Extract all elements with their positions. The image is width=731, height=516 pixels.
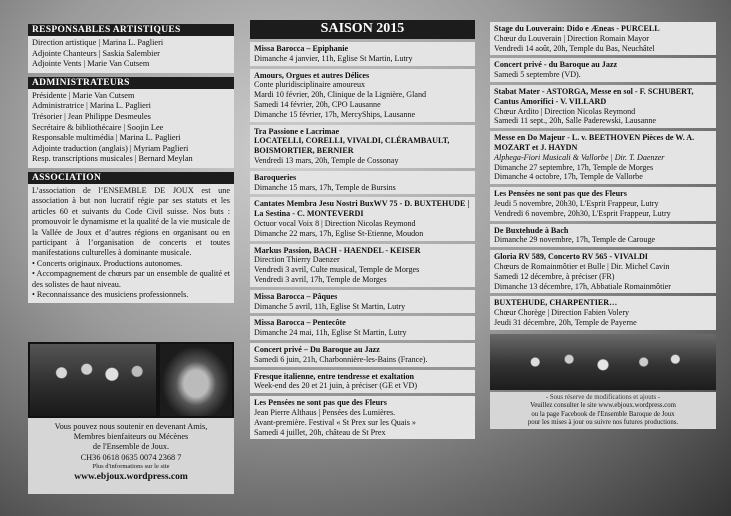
event-detail: Mardi 10 février, 20h, Clinique de la Lignière, Gland (254, 90, 427, 100)
event-title: De Buxtehude à Bach (494, 225, 569, 235)
support-box (28, 418, 234, 494)
association-box (28, 184, 234, 303)
admin-line: Présidente | Marie Van Cutsem (32, 90, 135, 100)
event-detail: Dimanche 27 septembre, 17h, Temple de Morges (494, 162, 654, 172)
event-detail: Octuor vocal Voix 8 | Direction Nicolas Reymond (254, 218, 416, 228)
left-column (28, 0, 234, 303)
event-detail: Jeudi 5 novembre, 20h30, L'Esprit Frappeur, Lutry (494, 198, 659, 208)
footer-note: - Sous réserve de modifications et ajouts - (545, 393, 661, 401)
event-detail: Dimanche 4 octobre, 17h, Temple de Vallorbe (494, 172, 643, 182)
event-detail: Dimanche 13 décembre, 17h, Abbatiale Romainmôtier (494, 281, 671, 291)
event-item (250, 171, 475, 195)
event-item (490, 22, 716, 55)
event-detail: Samedi 5 septembre (VD). (494, 70, 581, 80)
event-detail: Dimanche 15 février, 17h, MercyShips, Lausanne (254, 109, 416, 119)
event-item (250, 316, 475, 340)
event-title: Les Pensées ne sont pas que des Fleurs (254, 398, 387, 408)
event-detail: Avant-première. Festival « St Prex sur les Quais » (254, 417, 416, 427)
musician-photo (160, 344, 232, 416)
event-item (490, 296, 716, 329)
event-title: Amours, Orgues et autres Délices (254, 70, 370, 80)
event-detail: Dimanche 4 janvier, 11h, Eglise St Martin, Lutry (254, 53, 413, 63)
event-item (490, 250, 716, 293)
event-detail: Vendredi 6 novembre, 20h30, L'Esprit Frappeur, Lutry (494, 208, 671, 218)
event-detail: Alphega-Fiori Musicali & Vallorbe | Dir. T. Daenzer (494, 152, 665, 162)
event-item (250, 197, 475, 240)
support-line: Membres bienfaiteurs ou Mécènes (73, 432, 189, 442)
event-detail: Vendredi 3 avril, 17h, Temple de Morges (254, 274, 387, 284)
association-text: L’association de l’ENSEMBLE DE JOUX est une association à but non lucratif régie par ses statuts et les articles 60 et suivants du Code Civil suisse. Nos buts : promouvoir le dynamisme et la qualité de la vie musicale de la Vallée de Joux et d’autres régions en organisant ou en participant à l’organisation de concerts et toutes manifestations culturelles à dominante musicale. (32, 185, 230, 258)
event-title: BUXTEHUDE, CHARPENTIER… (494, 298, 618, 308)
support-line: Vous pouvez nous soutenir en devenant Amis, (54, 422, 208, 431)
admin-line: Adjointe traduction (anglais) | Myriam Paglieri (32, 143, 189, 153)
association-bullet: • Reconnaissance des musiciens professionnels. (32, 290, 189, 299)
right-column (490, 0, 716, 429)
event-detail: Chœur Ardito | Direction Nicolas Reymond (494, 106, 636, 116)
event-title: Stage du Louverain: Dido e Æneas - PURCELL (494, 24, 660, 33)
website-link[interactable]: www.ebjoux.wordpress.com (74, 471, 188, 482)
event-title: Markus Passion, BACH - HAENDEL - KEISER (254, 245, 421, 255)
event-detail: Vendredi 14 août, 20h, Temple du Bas, Neuchâtel (494, 43, 655, 53)
event-detail: Week-end des 20 et 21 juin, à préciser (GE et VD) (254, 381, 418, 391)
season-title: SAISON 2015 (250, 20, 475, 39)
event-title: Cantates Membra Jesu Nostri BuxWV 75 - D. BUXTEHUDE | La Sestina - C. MONTEVERDI (254, 199, 470, 219)
orchestra-photo (490, 334, 716, 390)
event-detail: Vendredi 13 mars, 20h, Temple de Cossonay (254, 155, 399, 165)
middle-column (250, 0, 475, 439)
artistic-heading: RESPONSABLES ARTISTIQUES (28, 24, 234, 36)
event-title: Fresque italienne, entre tendresse et exaltation (254, 371, 415, 381)
footer-box (490, 392, 716, 430)
event-title: Gloria RV 589, Concerto RV 565 - VIVALDI (494, 252, 648, 262)
admin-line: Administratrice | Marina L. Paglieri (32, 101, 151, 111)
association-heading: ASSOCIATION (28, 172, 234, 184)
event-title: Missa Barocca – Pentecôte (254, 318, 346, 328)
admin-line: Secrétaire & bibliothécaire | Soojin Lee (32, 122, 164, 132)
event-title: Baroqueries (254, 172, 297, 182)
support-line: de l'Ensemble de Joux. (92, 442, 170, 452)
admin-line: Trésorier | Jean Philippe Desmeules (32, 111, 151, 121)
event-detail: Samedi 12 décembre, à préciser (FR) (494, 271, 615, 281)
admin-heading: ADMINISTRATEURS (28, 77, 234, 89)
event-detail: Dimanche 5 avril, 11h, Eglise St Martin, Lutry (254, 301, 406, 311)
event-detail: Jean Pierre Althaus | Pensées des Lumières. (254, 407, 396, 417)
artistic-line: Direction artistique | Marina L. Paglieri (32, 38, 164, 47)
event-title: Les Pensées ne sont pas que des Fleurs (494, 189, 627, 199)
admin-line: Responsable multimédia | Marina L. Paglieri (32, 133, 181, 143)
footer-line: pour les mises à jour ou suivre nos futures productions. (527, 418, 679, 426)
ensemble-photo (30, 344, 156, 416)
event-item (490, 131, 716, 184)
event-title: Concert privé – Du Baroque au Jazz (254, 344, 380, 354)
event-detail: Vendredi 3 avril, Culte musical, Temple de Morges (254, 265, 420, 275)
event-detail: Chœurs de Romainmôtier et Bulle | Dir. Michel Cavin (494, 261, 670, 271)
event-item (490, 187, 716, 220)
association-bullet: • Concerts originaux. Productions autonomes. (32, 258, 183, 268)
event-detail: Dimanche 29 novembre, 17h, Temple de Carouge (494, 235, 656, 245)
association-bullet: • Accompagnement de chœurs par un ensemble de qualité et des solistes de haut niveau. (32, 269, 230, 289)
event-item (250, 370, 475, 394)
event-detail: Chœur du Louverain | Direction Romain Mayor (494, 33, 649, 43)
event-title: Missa Barocca – Epiphanie (254, 44, 349, 53)
event-detail: Dimanche 15 mars, 17h, Temple de Bursins (254, 182, 396, 192)
footer-line: ou la page Facebook de l'Ensemble Baroque de Joux (531, 410, 675, 418)
event-detail: Dimanche 22 mars, 17h, Eglise St-Etienne, Moudon (254, 228, 424, 238)
event-detail: Direction Thierry Daenzer (254, 255, 340, 265)
admin-line: Resp. transcriptions musicales | Bernard Meylan (32, 154, 193, 164)
event-item (250, 69, 475, 122)
support-info: Plus d'informations sur le site (92, 462, 170, 470)
event-item (250, 290, 475, 314)
event-item (250, 343, 475, 367)
artistic-list (28, 36, 234, 73)
event-detail: Samedi 14 février, 20h, CPO Lausanne (254, 99, 381, 109)
admin-list (28, 89, 234, 168)
event-item (250, 42, 475, 66)
event-item (490, 224, 716, 248)
event-title: Stabat Mater - ASTORGA, Messe en sol - F. SCHUBERT, Cantus Amorifici - V. VILLARD (494, 86, 694, 106)
event-title: Concert privé - du Baroque au Jazz (494, 60, 618, 70)
footer-line[interactable]: Veuillez consulter le site www.ebjoux.wordpress.com (530, 402, 676, 410)
event-item (250, 396, 475, 439)
event-item (250, 125, 475, 168)
event-detail: Conte pluridisciplinaire amoureux (254, 80, 366, 90)
event-detail: Dimanche 24 mai, 11h, Eglise St Martin, Lutry (254, 328, 407, 338)
artistic-line: Adjointe Vents | Marie Van Cutsem (32, 59, 150, 69)
event-detail: Samedi 6 juin, 21h, Charbonnière-les-Bains (France). (254, 354, 428, 364)
event-detail: Jeudi 31 décembre, 20h, Temple de Payerne (494, 317, 637, 327)
event-detail: Samedi 11 sept., 20h, Salle Paderewski, Lausanne (494, 116, 656, 126)
event-title: Missa Barocca – Pâques (254, 291, 338, 301)
concert-photos (28, 342, 234, 418)
event-item (490, 58, 716, 82)
event-detail: Samedi 4 juillet, 20h, château de St Prex (254, 427, 386, 437)
event-item (490, 85, 716, 128)
artistic-line: Adjointe Chanteurs | Saskia Salembier (32, 48, 160, 58)
event-item (250, 244, 475, 287)
event-title: Messe en Do Majeur - L. v. BEETHOVEN Pièces de W. A. MOZART et J. HAYDN (494, 133, 695, 152)
event-detail: Chœur Chorège | Direction Fabien Volery (494, 308, 630, 318)
event-title: Tra Passione e Lacrimae (254, 126, 340, 136)
event-composers: LOCATELLI, CORELLI, VIVALDI, CLÉRAMBAULT, BOISMORTIER, BERNIER (254, 136, 450, 156)
bank-account: CH36 0618 0635 0074 2368 7 (80, 452, 182, 462)
